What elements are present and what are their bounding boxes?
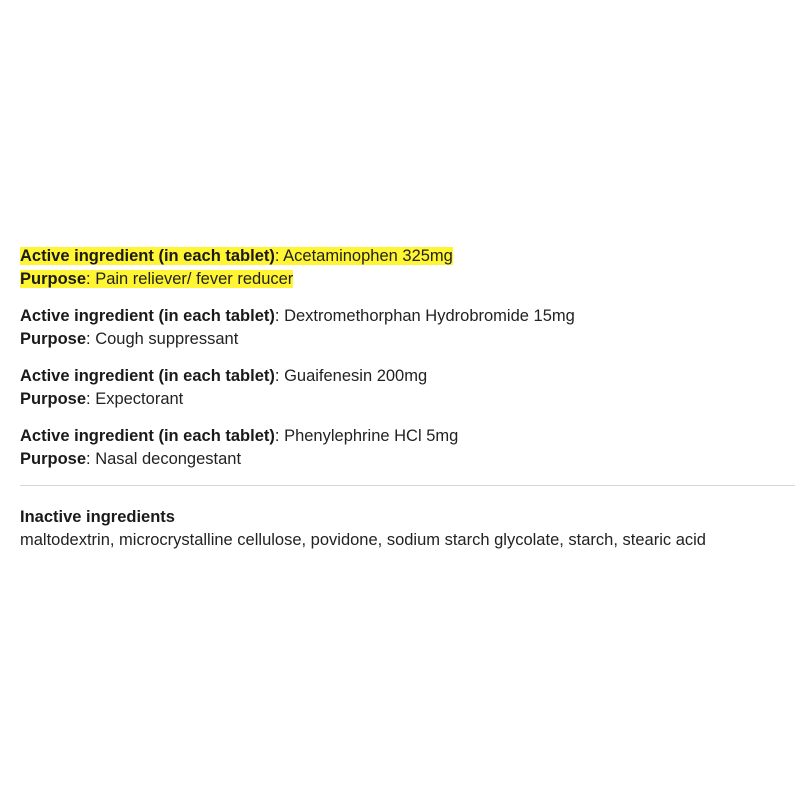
purpose-line: [20, 268, 795, 291]
purpose-value: Cough suppressant: [95, 330, 239, 348]
active-ingredient-value: Phenylephrine HCl 5mg: [284, 427, 459, 445]
active-ingredient-line: Active ingredient (in each tablet): Guaifenesin 200mg: [20, 367, 428, 385]
active-ingredient-line: Active ingredient (in each tablet): Phenylephrine HCl 5mg: [20, 427, 459, 445]
purpose-label: Purpose: [20, 450, 87, 468]
highlight: Purpose: Pain reliever/ fever reducer: [20, 270, 294, 288]
active-ingredient-label: Active ingredient (in each tablet): [20, 367, 275, 385]
purpose-value: Pain reliever/ fever reducer: [95, 270, 294, 288]
active-ingredient-label: Active ingredient (in each tablet): [20, 247, 275, 265]
purpose-label: Purpose: [20, 330, 87, 348]
active-ingredient-block-3: [20, 365, 795, 411]
purpose-line: Purpose: Expectorant: [20, 390, 184, 408]
active-ingredient-value: Acetaminophen 325mg: [283, 247, 453, 265]
purpose-line: Purpose: Nasal decongestant: [20, 450, 242, 468]
purpose-label: Purpose: [20, 390, 87, 408]
active-ingredient-block-4: [20, 425, 795, 471]
purpose-label: Purpose: [20, 270, 87, 288]
active-ingredient-label: Active ingredient (in each tablet): [20, 307, 275, 325]
active-ingredient-line: [20, 245, 795, 268]
inactive-ingredients-title: Inactive ingredients: [20, 508, 175, 526]
inactive-ingredients-list: maltodextrin, microcrystalline cellulose, povidone, sodium starch glycolate, starch, stearic acid: [20, 531, 706, 549]
active-ingredient-line: Active ingredient (in each tablet): Dextromethorphan Hydrobromide 15mg: [20, 307, 575, 325]
active-ingredient-label: Active ingredient (in each tablet): [20, 427, 275, 445]
drug-facts: [20, 245, 795, 552]
active-ingredient-block-2: [20, 305, 795, 351]
active-ingredient-value: Guaifenesin 200mg: [284, 367, 428, 385]
purpose-line: Purpose: Cough suppressant: [20, 330, 239, 348]
highlight: Active ingredient (in each tablet): Acetaminophen 325mg: [20, 247, 453, 265]
inactive-ingredients-section: [20, 506, 795, 552]
purpose-value: Expectorant: [95, 390, 184, 408]
section-divider: [20, 485, 795, 486]
active-ingredient-value: Dextromethorphan Hydrobromide 15mg: [284, 307, 575, 325]
purpose-value: Nasal decongestant: [95, 450, 242, 468]
active-ingredient-block-1: [20, 245, 795, 291]
